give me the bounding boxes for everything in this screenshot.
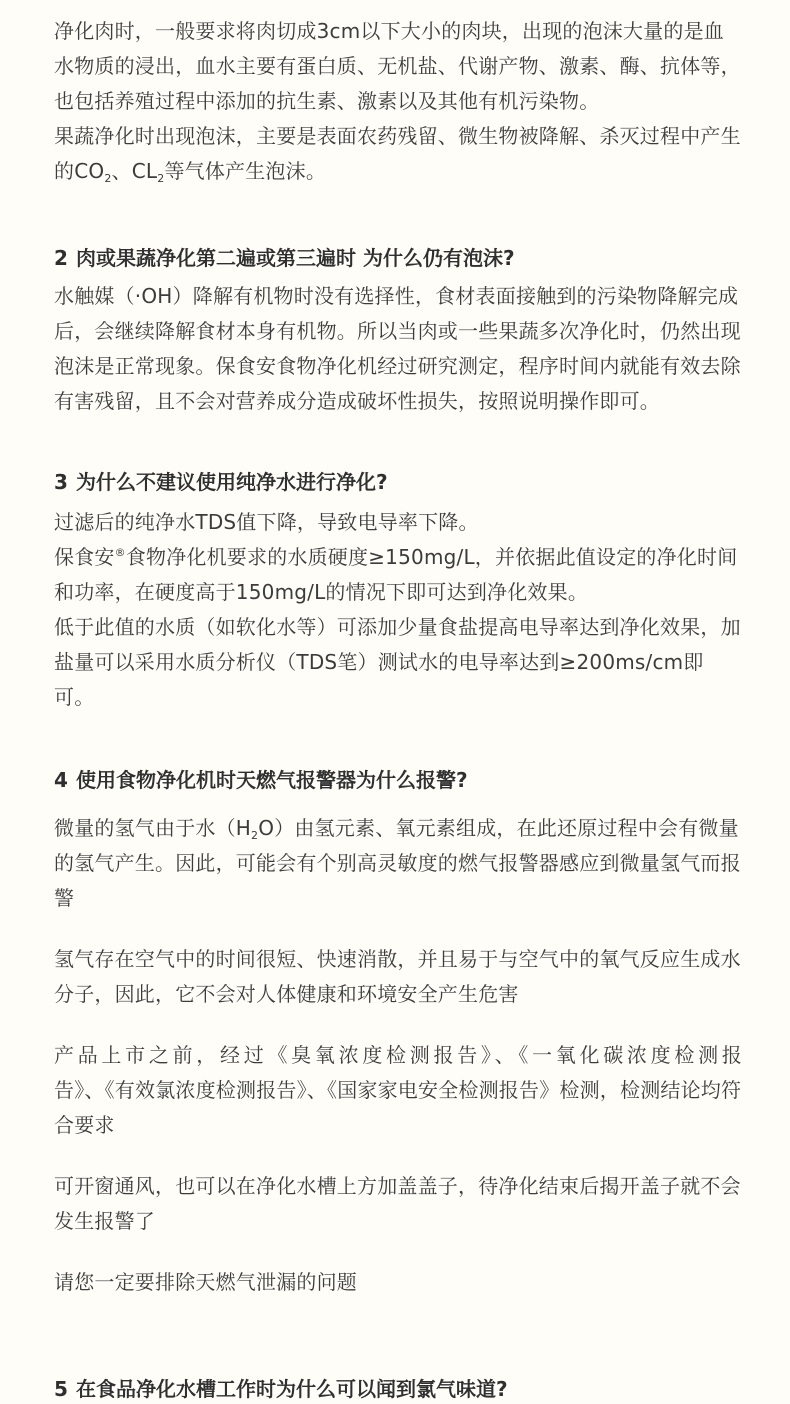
answer-4-paragraph-3a: 产品上市之前，经过《臭氧浓度检测报告》、《一氧化碳浓度检测报 [54, 1043, 742, 1067]
intro-paragraph-produce [54, 119, 742, 189]
question-number: 3 [54, 470, 68, 494]
question-3-heading [54, 467, 742, 497]
answer-3-line-1: 过滤后的纯净水TDS值下降，导致电导率下降。 [54, 510, 479, 534]
article [54, 14, 742, 1404]
intro-produce-text-3: 等气体产生泡沫。 [164, 159, 327, 183]
subscript-2: 2 [157, 172, 165, 185]
answer-4-p1-text-2: O）由氢元素、氧元素组成，在此还原过程中会有微量的氢气产生。因此，可能会有个别高灵敏度的燃气报警器感应到微量氢气而报警 [54, 816, 741, 910]
answer-4-paragraph-4: 可开窗通风，也可以在净化水槽上方加盖盖子，待净化结束后揭开盖子就不会发生报警了 [54, 1174, 741, 1233]
question-title: 为什么不建议使用纯净水进行净化? [76, 470, 388, 494]
question-number: 5 [54, 1377, 68, 1401]
answer-3-line-2-text: 食物净化机要求的水质硬度≥150mg/L，并依据此值设定的净化时间和功率，在硬度高于150mg/L的情况下即可达到净化效果。 [54, 545, 738, 604]
intro-produce-text-2: 、CL [111, 159, 158, 183]
answer-4-p1-text-1: 微量的氢气由于水（H [54, 816, 252, 840]
answer-4-paragraph-5: 请您一定要排除天燃气泄漏的问题 [54, 1270, 357, 1294]
answer-4-paragraph-2: 氢气存在空气中的时间很短、快速消散，并且易于与空气中的氧气反应生成水分子，因此，它不会对人体健康和环境安全产生危害 [54, 947, 741, 1006]
answer-4-paragraph-1 [54, 811, 742, 916]
registered-mark: ® [114, 546, 126, 559]
answer-3-line-2 [54, 540, 742, 610]
answer-2-paragraph: 水触媒（·OH）降解有机物时没有选择性，食材表面接触到的污染物降解完成后，会继续降解食材本身有机物。所以当肉或一些果蔬多次净化时，仍然出现泡沫是正常现象。保食安食物净化机经过研究测定，程序时间内就能有效去除有害残留，且不会对营养成分造成破坏性损失，按照说明操作即可。 [54, 284, 741, 413]
intro-produce-text-1: 果蔬净化时出现泡沫，主要是表面农药残留、微生物被降解、杀灭过程中产生的CO [54, 124, 741, 183]
subscript-2: 2 [104, 172, 112, 185]
question-5-heading [54, 1374, 742, 1404]
question-2-heading [54, 243, 742, 273]
question-title: 在食品净化水槽工作时为什么可以闻到氯气味道? [76, 1377, 508, 1401]
question-4-heading [54, 765, 742, 795]
brand-name: 保食安 [54, 545, 115, 569]
question-number: 2 [54, 246, 68, 270]
subscript-2: 2 [251, 829, 259, 842]
intro-paragraph-meat: 净化肉时，一般要求将肉切成3cm以下大小的肉块，出现的泡沫大量的是血水物质的浸出，血水主要有蛋白质、无机盐、代谢产物、激素、酶、抗体等，也包括养殖过程中添加的抗生素、激素以及其他有机污染物。 [54, 19, 741, 113]
question-number: 4 [54, 768, 68, 792]
answer-4-paragraph-3b: 告》、《有效氯浓度检测报告》、《国家家电安全检测报告》检测，检测结论均符合要求 [54, 1078, 742, 1137]
question-title: 使用食物净化机时天燃气报警器为什么报警? [76, 768, 468, 792]
question-title: 肉或果蔬净化第二遍或第三遍时 为什么仍有泡沫? [76, 246, 515, 270]
answer-3-line-3: 低于此值的水质（如软化水等）可添加少量食盐提高电导率达到净化效果，加盐量可以采用水质分析仪（TDS笔）测试水的电导率达到≥200ms/cm即可。 [54, 615, 741, 709]
